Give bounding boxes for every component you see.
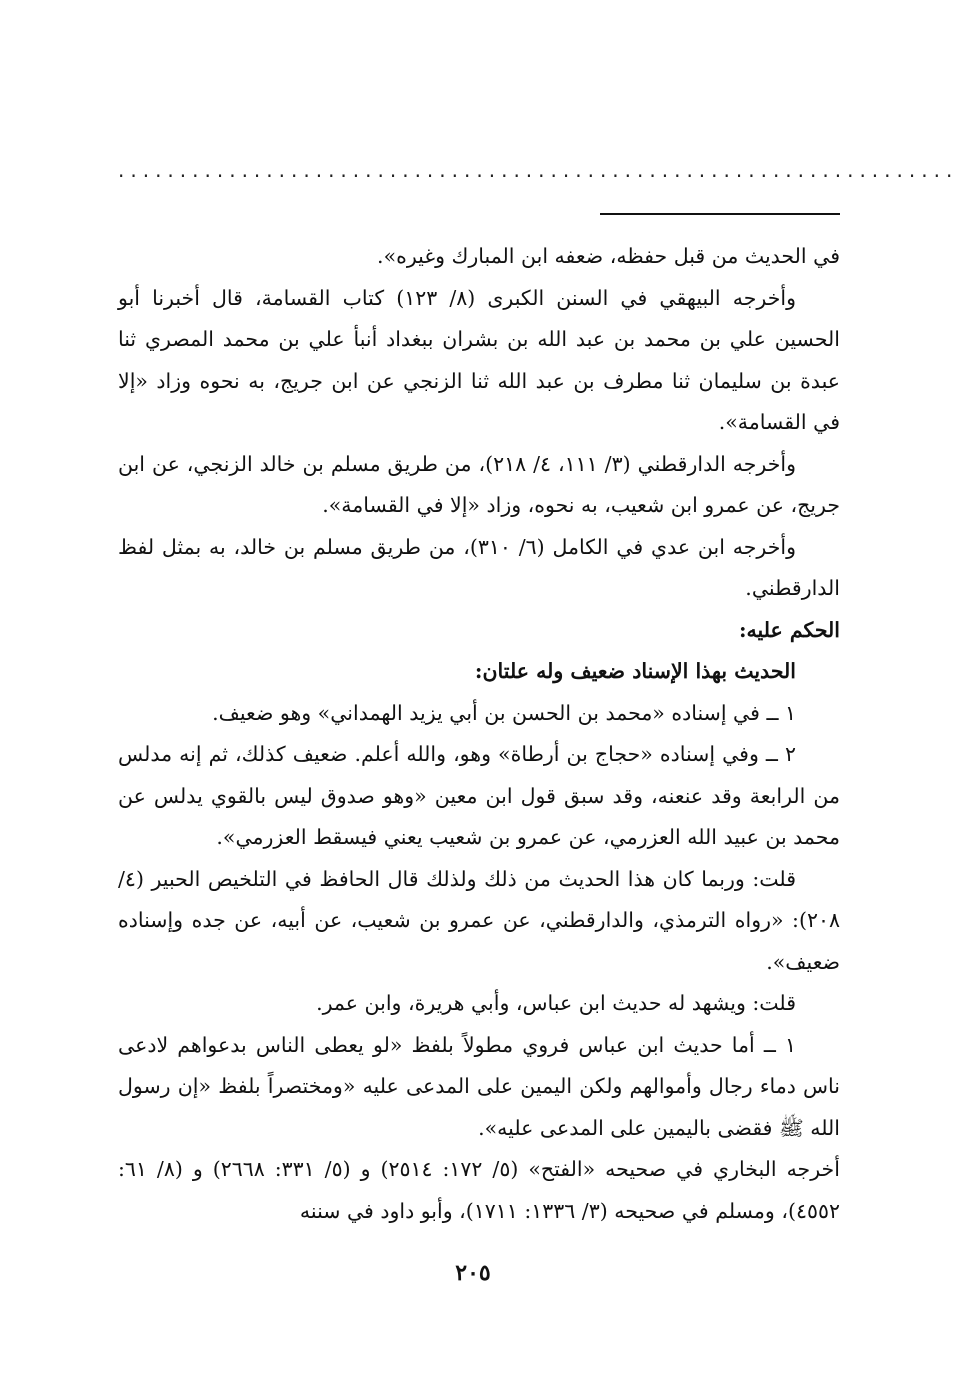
paragraph: وأخرجه الدارقطني (٣/ ١١١، ٤/ ٢١٨)، من طريق مسلم بن خالد الزنجي، عن ابن جريج، عن عمرو ابن شعيب، به نحوه، وزاد «إلا في القسامة».: [118, 451, 840, 517]
list-item: ١ ــ في إسناده «محمد بن الحسن بن أبي يزيد الهمداني» وهو ضعيف.: [212, 700, 796, 725]
footnote-separator: [600, 213, 840, 215]
list-item: ١ ــ أما حديث ابن عباس فروي مطولاً بلفظ «لو يعطى الناس بدعواهم لادعى ناس دماء رجال وأموالهم ولكن اليمين على المدعى عليه «ومختصراً بلفظ «إن رسول الله ﷺ فقضى باليمين على المدعى عليه».: [118, 1032, 840, 1140]
footnote-body: [118, 236, 840, 1232]
paragraph: أخرجه البخاري في صحيحه «الفتح» (٥/ ١٧٢: ٢٥١٤) و (٥/ ٣٣١: ٢٦٦٨) و (٨/ ٦١: ٤٥٥٢)، ومسلم في صحيحه (٣/ ١٣٣٦: ١٧١١)، وأبو داود في سننه: [118, 1157, 840, 1223]
paragraph: الحديث بهذا الإسناد ضعيف وله علتان:: [474, 659, 796, 683]
section-heading: الحكم عليه:: [738, 617, 840, 642]
paragraph: وأخرجه ابن عدي في الكامل (٦/ ٣١٠)، من طريق مسلم بن خالد، به بمثل لفظ الدارقطني.: [118, 534, 840, 600]
paragraph: قلت: وربما كان هذا الحديث من ذلك ولذلك قال الحافظ في التلخيص الحبير (٤/ ٢٠٨): «رواه الترمذي، والدارقطني، عن عمرو بن شعيب، عن أبيه، عن جده وإسناده ضعيف».: [118, 866, 840, 974]
paragraph: وأخرجه البيهقي في السنن الكبرى (٨/ ١٢٣) كتاب القسامة، قال أخبرنا أبو الحسين علي بن محمد بن عبد الله بن بشران ببغداد أنبأ علي بن محمد المصري ثنا عبدة بن سليمان ثنا مطرف بن عبد الله ثنا الزنجي عن ابن جريج، به نحوه وزاد «إلا في القسامة».: [118, 285, 840, 434]
paragraph: قلت: ويشهد له حديث ابن عباس، وأبي هريرة، وابن عمر.: [316, 991, 796, 1015]
dot-leader: ....................................................................: [118, 158, 958, 182]
page-number: ٢٠٥: [455, 1260, 491, 1286]
list-item: ٢ ــ وفي إسناده «حجاج بن أرطاة» وهو، والله أعلم. ضعيف كذلك، ثم إنه مدلس من الرابعة وقد عنعنه، وقد سبق قول ابن معين «وهو صدوق ليس بالقوي يدلس عن محمد بن عبيد الله العزرمي، عن عمرو بن شعيب يعني فيسقط العزرمي».: [118, 742, 840, 849]
paragraph: في الحديث من قبل حفظه، ضعفه ابن المبارك وغيره».: [377, 244, 840, 268]
